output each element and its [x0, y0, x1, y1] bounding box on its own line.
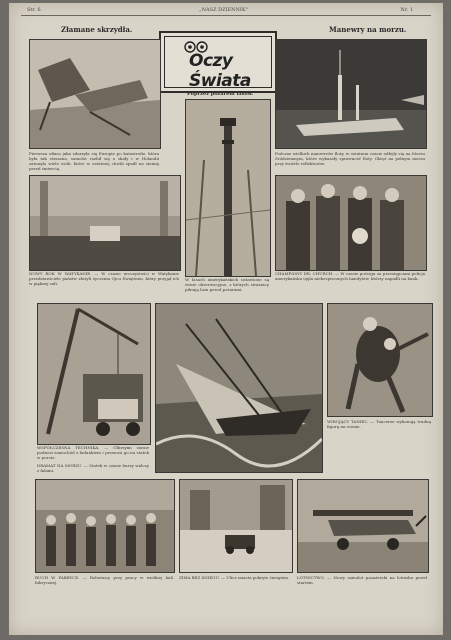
photo-airplane [297, 479, 429, 573]
photo-sailing-storm [155, 303, 323, 473]
caption-ship: Podczas wielkich manewrów floty, w ostatnim czasie odbyły się na Morzu Śródziemnym, które wykazały sprawność floty. Okręt na pełnym morzu przy świetle reflektorów. [275, 151, 425, 166]
section-logo [159, 31, 277, 93]
header-rule [21, 15, 431, 16]
caption-storm: DRAMAT NA MORZU. — Statek w czasie burzy walczy z falami. [37, 463, 149, 473]
caption-criminals: CHAMPIONY DR. CHURCH. — W czasie pościgu za przestępcami policja amerykańska ujęła niebezpiecznych bandytów, którzy napadli na bank. [275, 271, 425, 281]
caption-snow: ZIMA BEZ ŚNIEGU. — Ulice miasta pokryte śniegiem. [179, 575, 290, 580]
photo-warship [275, 39, 427, 149]
issue-number: Nr. 1 [400, 7, 413, 13]
heading-broken-wings: Złamane skrzydła. [61, 25, 133, 34]
photo-snow-street [179, 479, 293, 573]
photo-workers [35, 479, 175, 573]
caption-workers: RUCH W FABRYCE. — Robotnicy przy pracy w wielkiej hali fabrycznej. [35, 575, 173, 585]
page-number: Str. 6 [27, 7, 41, 13]
caption-crash: Pierwsza ofiara jaka zdarzyła się Europie po katastrofie, która była tak straszna, samolot rozbił się o skały i w Holandii zatonęło wiele osób, które w ostatniej chwili spadł na ziemię przed śmiercią. [29, 151, 159, 171]
photo-forest-tower [185, 99, 271, 277]
newspaper-name: „NASZ DZIENNIK" [199, 7, 248, 13]
photo-dancers [327, 303, 433, 417]
newspaper-page [9, 3, 443, 635]
photo-plane-crash [29, 39, 161, 149]
caption-vatican: NOWY ROK W WATYKANIE. — W czasie uroczystości w Watykanie przedstawiciele państw złożyli życzenia Ojcu Świętemu, który przyjął ich w pięknej sali. [29, 271, 179, 286]
caption-plane: LOTNICTWO. — Nowy samolot pasażerski na lotnisku przed startem. [297, 575, 427, 585]
photo-crane-truck [37, 303, 151, 445]
heading-manoeuvres: Manewry na morzu. [329, 25, 407, 34]
caption-crane: WSPÓŁCZESNA TECHNIKA. — Olbrzymi żuraw podnosi samochód z ładunkiem i przenosi go na statek w porcie. [37, 445, 149, 460]
logo-title: Oczy Świata [189, 51, 251, 91]
photo-criminals [275, 175, 427, 271]
caption-forest: W lasach amerykańskich ustawione są wieże obserwacyjne, z których strażnicy pilnują lasu przed pożarami. [185, 277, 269, 292]
photo-vatican [29, 175, 181, 271]
heading-through-forests: Poprzez pożarem lasów. [187, 91, 254, 97]
caption-dance: WIRUJĄCY TANIEC. — Tancerze wykonują trudną figurę na scenie. [327, 419, 431, 429]
